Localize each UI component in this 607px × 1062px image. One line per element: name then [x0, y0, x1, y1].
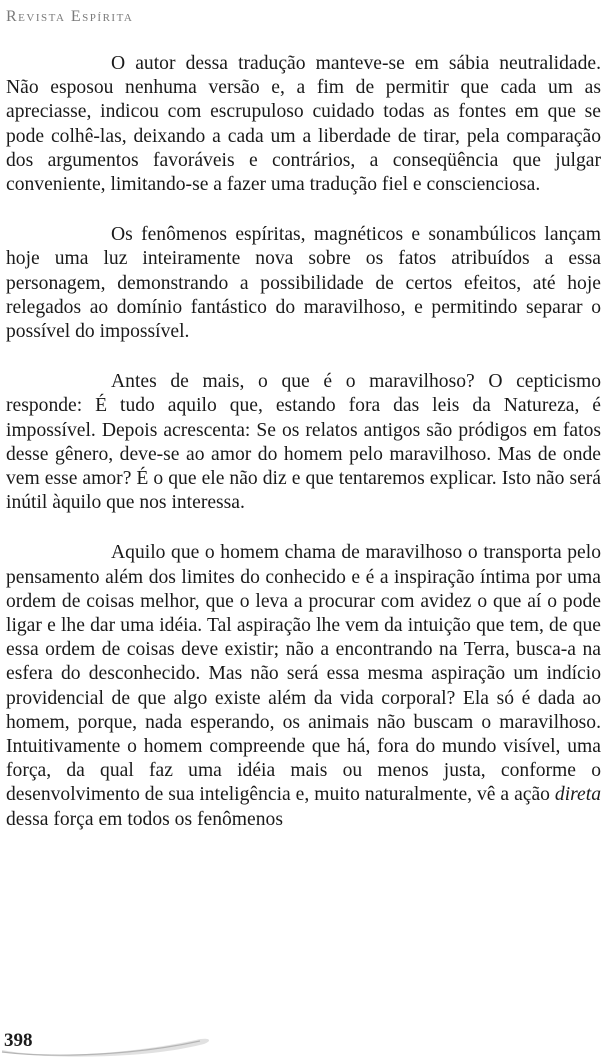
decorative-swoosh [0, 1028, 240, 1062]
page-footer [0, 1028, 607, 1062]
paragraph-text: O autor dessa tradução manteve-se em sábia neutralidade. Não esposou nenhuma versão e, a fim de permitir que cada um as apreciasse, indicou com escrupuloso cuidado todas as fontes em que se pode colhê-las, deixando a cada um a liberdade de tirar, pela comparação dos argumentos favoráveis e contrários, a conseqüência que julgar conveniente, limitando-se a fazer uma tradução fiel e conscienciosa. [6, 53, 601, 196]
paragraph-text: Antes de mais, o que é o maravilhoso? O cepticismo responde: É tudo aquilo que, estando fora das leis da Natureza, é impossível. Depois acrescenta: Se os relatos antigos são pródigos em fatos desse gênero, deve-se ao amor do homem pelo maravilhoso. Mas de onde vem esse amor? É o que ele não diz e que tentaremos explicar. Isto não será inútil àquilo que nos interessa. [6, 371, 601, 514]
italic-text: direta [554, 784, 601, 806]
paragraph-text: Aquilo que o homem chama de maravilhoso o transporta pelo pensamento além dos limites do conhecido e é a inspiração íntima por uma ordem de coisas melhor, que o leva a procurar com avidez o que aí o pode ligar e lhe dar uma idéia. Tal aspiração lhe vem da intuição que tem, de que essa ordem de coisas deve existir; não a encontrando na Terra, busca-a na esfera do desconhecido. Mas não será essa mesma aspiração um indício providencial de que algo existe além da vida corporal? Ela só é dada ao homem, porque, nada esperando, os animais não buscam o maravilhoso. Intuitivamente o homem compreende que há, fora do mundo visível, uma força, da qual faz uma idéia mais ou menos justa, conforme o desenvolvimento de sua inteligência e, muito naturalmente, vê a ação [6, 542, 601, 806]
page-number: 398 [4, 1030, 33, 1051]
body-text [6, 52, 601, 832]
paragraph-text: Os fenômenos espíritas, magnéticos e sonambúlicos lançam hoje uma luz inteiramente nova sobre os fatos atribuídos a essa personagem, demonstrando a possibilidade de certos efeitos, até hoje relegados ao domínio fantástico do maravilhoso, e permitindo separar o possível do impossível. [6, 224, 601, 343]
running-header: Revista Espírita [6, 8, 134, 25]
paragraph [6, 52, 601, 197]
paragraph [6, 223, 601, 344]
paragraph [6, 541, 601, 831]
paragraph-text: dessa força em todos os fenômenos [6, 808, 283, 830]
paragraph [6, 370, 601, 515]
